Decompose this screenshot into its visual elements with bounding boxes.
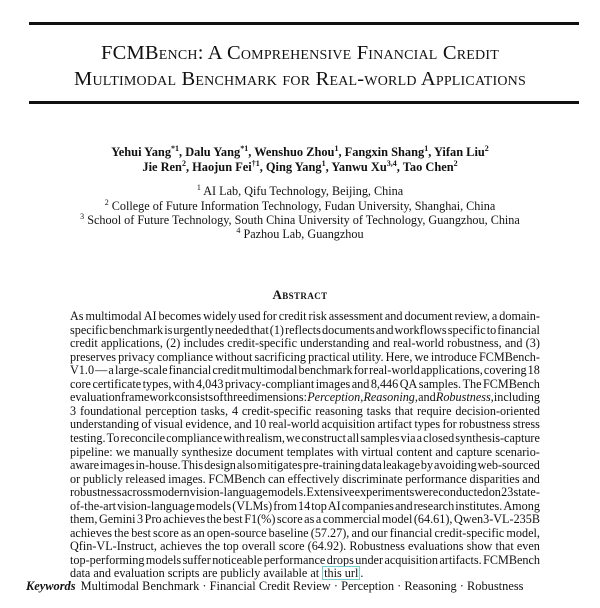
abstract-line: As multimodal AI becomes widely used for credit risk assessment and document review, a domain- (70, 309, 540, 323)
abstract-line: testing. To reconcile compliance with realism, we construct all samples via a closed synthesis-capture (70, 430, 540, 445)
affiliation-3 (0, 213, 600, 228)
author-affiliation-marker: †1 (251, 158, 260, 168)
keywords-text: Multimodal Benchmark · Financial Credit Review · Perception · Reasoning · Robustness (80, 579, 524, 593)
affiliation-marker: 1 (196, 182, 201, 192)
affiliation-4 (0, 227, 600, 242)
affiliation-text: AI Lab, Qifu Technology, Beijing, China (203, 184, 404, 198)
abstract-line: or publicly released images. FCMBench can effectively discriminate performance disparities and (70, 471, 540, 486)
abstract-line: 3 foundational perception tasks, 4 credit-specific reasoning tasks that require decision-oriented (70, 403, 540, 418)
affiliation-2 (0, 199, 600, 214)
author-affiliation-marker: 1 (321, 158, 326, 168)
author-affiliation-marker: 3,4 (386, 158, 397, 168)
abstract-line: achieves the best score as an open-source baseline (57.27), and our financial credit-specific model, (70, 525, 540, 540)
author-affiliation-marker: *1 (240, 143, 249, 153)
affiliation-text: College of Future Information Technology, Fudan University, Shanghai, China (111, 199, 496, 213)
affiliation-text: Pazhou Lab, Guangzhou (243, 227, 364, 241)
author-name: Yanwu Xu (331, 160, 387, 174)
abstract-line: aware images in-house. This design also mitigates pre-training data leakage by avoiding web-sourced (70, 458, 540, 473)
author-affiliation-marker: 1 (424, 143, 429, 153)
abstract-line: them, Gemini 3 Pro achieves the best F1(%) score as a commercial model (64.61), Qwen3-VL-235B (70, 512, 540, 527)
paper-title-line-2: Multimodal Benchmark for Real-world Applications (74, 68, 526, 90)
affiliation-marker: 2 (104, 197, 109, 207)
abstract-line: preserves privacy compliance without sacrificing practical utility. Here, we introduce FCMBench- (70, 349, 540, 364)
paper-title-line-1: FCMBench: A Comprehensive Financial Credit (101, 42, 499, 64)
abstract-line: specific benchmark is urgently needed that (1) reflects documents and workflows specific to financial (70, 322, 540, 337)
author-name: Qing Yang (265, 160, 322, 174)
author-affiliation-marker: 2 (484, 143, 489, 153)
author-name: Wenshuo Zhou (254, 145, 335, 159)
data-url-link[interactable]: this url (324, 566, 359, 581)
abstract-line: of-the-art vision-language models (VLMs) from 14 top AI companies and research institutes. Among (70, 498, 540, 513)
affiliation-text: School of Future Technology, South China University of Technology, Guangzhou, China (87, 213, 520, 227)
abstract-line: understanding of visual evidence, and 10 real-world acquisition artifact types for robustness stress (70, 417, 540, 432)
abstract-line: Qfin-VL-Instruct, achieves the top overall score (64.92). Robustness evaluations show that even (70, 539, 540, 554)
abstract-line: pipeline: we manually synthesize document templates with virtual content and capture scenario- (70, 444, 540, 459)
abstract-line: evaluation framework consists of three dimensions: Perception, Reasoning, and Robustness, including (70, 390, 540, 405)
author-affiliation-marker: 2 (181, 158, 186, 168)
affiliation-marker: 3 (80, 211, 85, 221)
affiliation-marker: 4 (236, 225, 241, 235)
author-name: Yehui Yang (111, 145, 172, 159)
author-affiliation-marker: 2 (453, 158, 458, 168)
author-list-line-2: Jie Ren$^2$, Haojun Fei$^{\dagger 1}$, Qing Yang$^1$, Yanwu Xu$^{3,4}$, Tao Chen$^2$ (142, 158, 458, 174)
bottom-rule (29, 101, 579, 104)
abstract-line: data and evaluation scripts are publicly available at this url . (70, 566, 364, 581)
abstract-line: robustness across modern vision-language models. Extensive experiments were conducted on 23 state- (70, 485, 540, 500)
author-name: Jie Ren (142, 160, 182, 174)
author-affiliation-marker: *1 (171, 143, 180, 153)
abstract-line: credit applications, (2) includes credit-specific understanding and real-world robustness, and (3) (70, 336, 540, 351)
author-list-line-1: Yehui Yang$^{*1}$, Dalu Yang$^{*1}$, Wenshuo Zhou$^1$, Fangxin Shang$^1$, Yifan Liu$^2$ (111, 143, 489, 159)
author-name: Dalu Yang (185, 145, 241, 159)
author-affiliation-marker: 1 (334, 143, 339, 153)
top-rule (29, 22, 579, 25)
author-name: Haojun Fei (192, 160, 252, 174)
author-name: Fangxin Shang (344, 145, 425, 159)
abstract-line: core certificate types, with 4,043 privacy-compliant images and 8,446 QA samples. The FCMBench (70, 376, 540, 391)
keywords-label: Keywords (26, 579, 76, 593)
keywords (26, 579, 523, 594)
abstract-line: top-performing models suffer noticeable performance drops under acquisition artifacts. FCMBench (70, 552, 540, 567)
abstract-heading: Abstract (272, 287, 328, 302)
author-name: Yifan Liu (433, 145, 485, 159)
affiliation-1 (0, 184, 600, 199)
abstract-line: V1.0 — a large-scale financial credit multimodal benchmark for real-world applications, covering 18 (70, 363, 540, 378)
author-name: Tao Chen (402, 160, 454, 174)
